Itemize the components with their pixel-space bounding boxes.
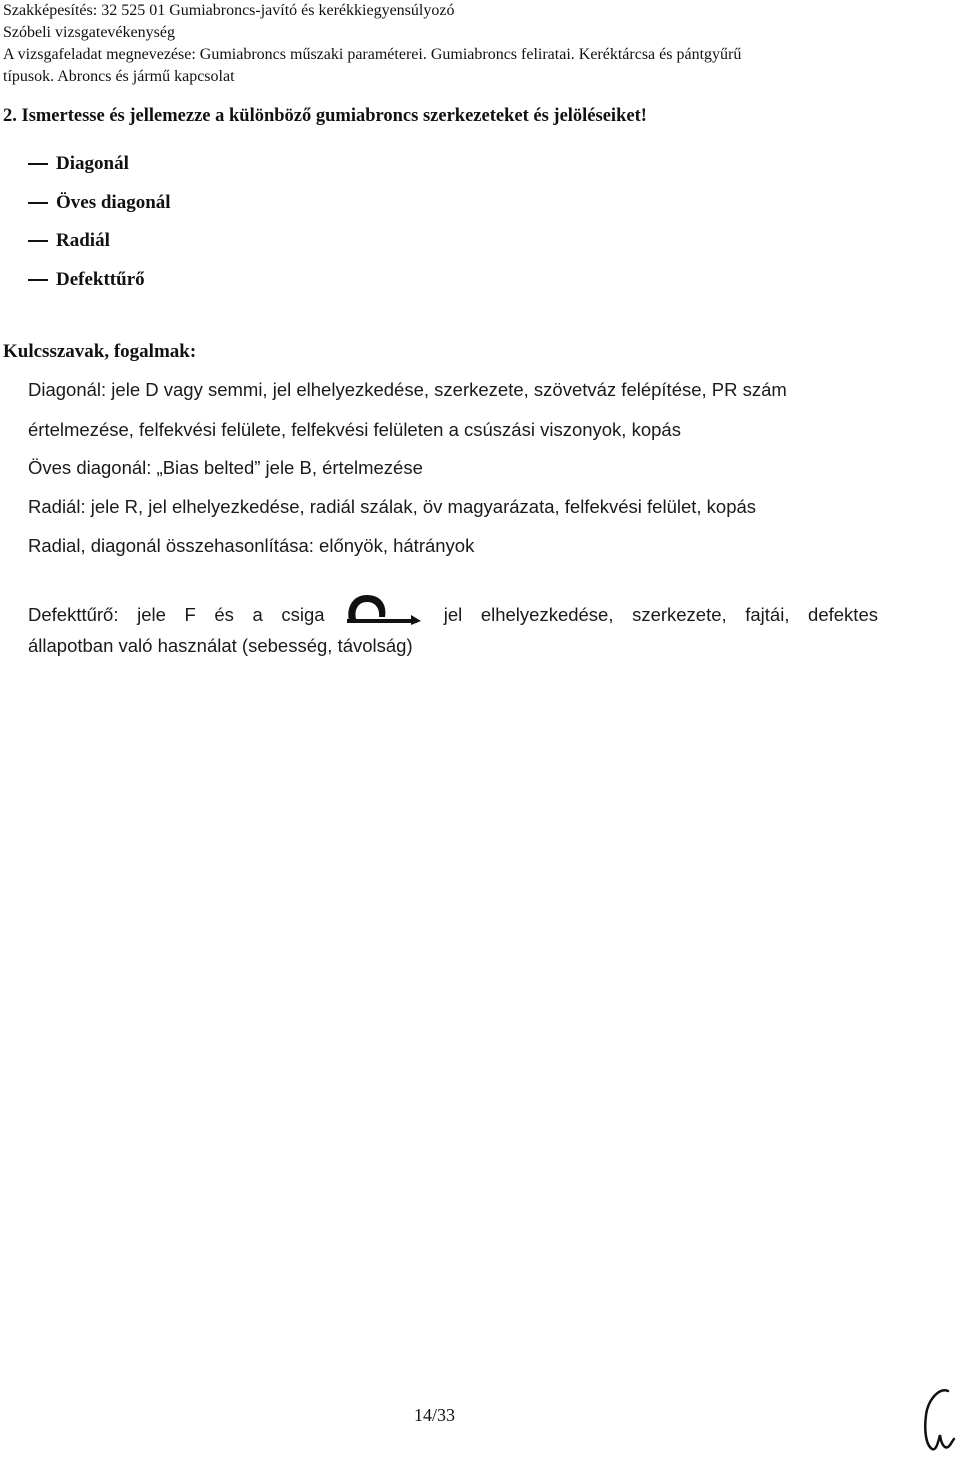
- dash-bullet-icon: [28, 163, 48, 165]
- word: szerkezete,: [632, 604, 727, 625]
- list-item: [28, 184, 171, 223]
- signature-mark: [918, 1385, 958, 1457]
- tire-structure-list: [28, 145, 171, 299]
- word: fajtái,: [745, 604, 790, 625]
- word: jel: [443, 604, 463, 625]
- list-item-label: Diagonál: [56, 153, 129, 175]
- page-number: 14/33: [414, 1405, 456, 1425]
- keywords-line-2: értelmezése, felfekvési felülete, felfekvési felületen a csúszási viszonyok, kopás: [28, 419, 681, 440]
- dash-bullet-icon: [28, 279, 48, 281]
- header-line-3: A vizsgafeladat megnevezése: Gumiabroncs műszaki paraméterei. Gumiabroncs feliratai. Keréktárcsa és pántgyűrű: [3, 46, 742, 63]
- word: jele: [137, 604, 166, 625]
- header-line-2: Szóbeli vizsgatevékenység: [3, 24, 175, 41]
- word: csiga: [281, 604, 325, 625]
- list-item: [28, 145, 171, 184]
- keywords-title: Kulcsszavak, fogalmak:: [3, 341, 197, 362]
- header-line-1: Szakképesítés: 32 525 01 Gumiabroncs-javító és kerékkiegyensúlyozó: [3, 2, 455, 19]
- page-header: [3, 0, 741, 88]
- word: F: [184, 604, 196, 625]
- list-item: [28, 261, 171, 300]
- dash-bullet-icon: [28, 240, 48, 242]
- keywords-line-1: Diagonál: jele D vagy semmi, jel elhelyezkedése, szerkezete, szövetváz felépítése, PR szám: [28, 379, 787, 400]
- keywords-line-3: Öves diagonál: „Bias belted” jele B, értelmezése: [28, 457, 423, 478]
- keywords-line-6: [28, 595, 878, 635]
- list-item-label: Radiál: [56, 230, 110, 252]
- list-item: [28, 222, 171, 261]
- word: defektes: [808, 604, 878, 625]
- snail-symbol-icon: [343, 589, 425, 629]
- word: elhelyezkedése,: [480, 604, 614, 625]
- question-title: 2. Ismertesse és jellemezze a különböző gumiabroncs szerkezeteket és jelöléseiket!: [3, 106, 647, 126]
- keywords-line-4: Radiál: jele R, jel elhelyezkedése, radiál szálak, öv magyarázata, felfekvési felület, kopás: [28, 496, 757, 517]
- list-item-label: Öves diagonál: [56, 191, 171, 213]
- word: Defekttűrő:: [28, 604, 119, 625]
- keywords-line-7: állapotban való használat (sebesség, távolság): [28, 635, 413, 656]
- word: a: [252, 604, 263, 625]
- word: és: [214, 604, 234, 625]
- keywords-line-5: Radial, diagonál összehasonlítása: előnyök, hátrányok: [28, 535, 475, 556]
- list-item-label: Defekttűrő: [56, 268, 145, 290]
- dash-bullet-icon: [28, 202, 48, 204]
- header-line-4: típusok. Abroncs és jármű kapcsolat: [3, 68, 235, 85]
